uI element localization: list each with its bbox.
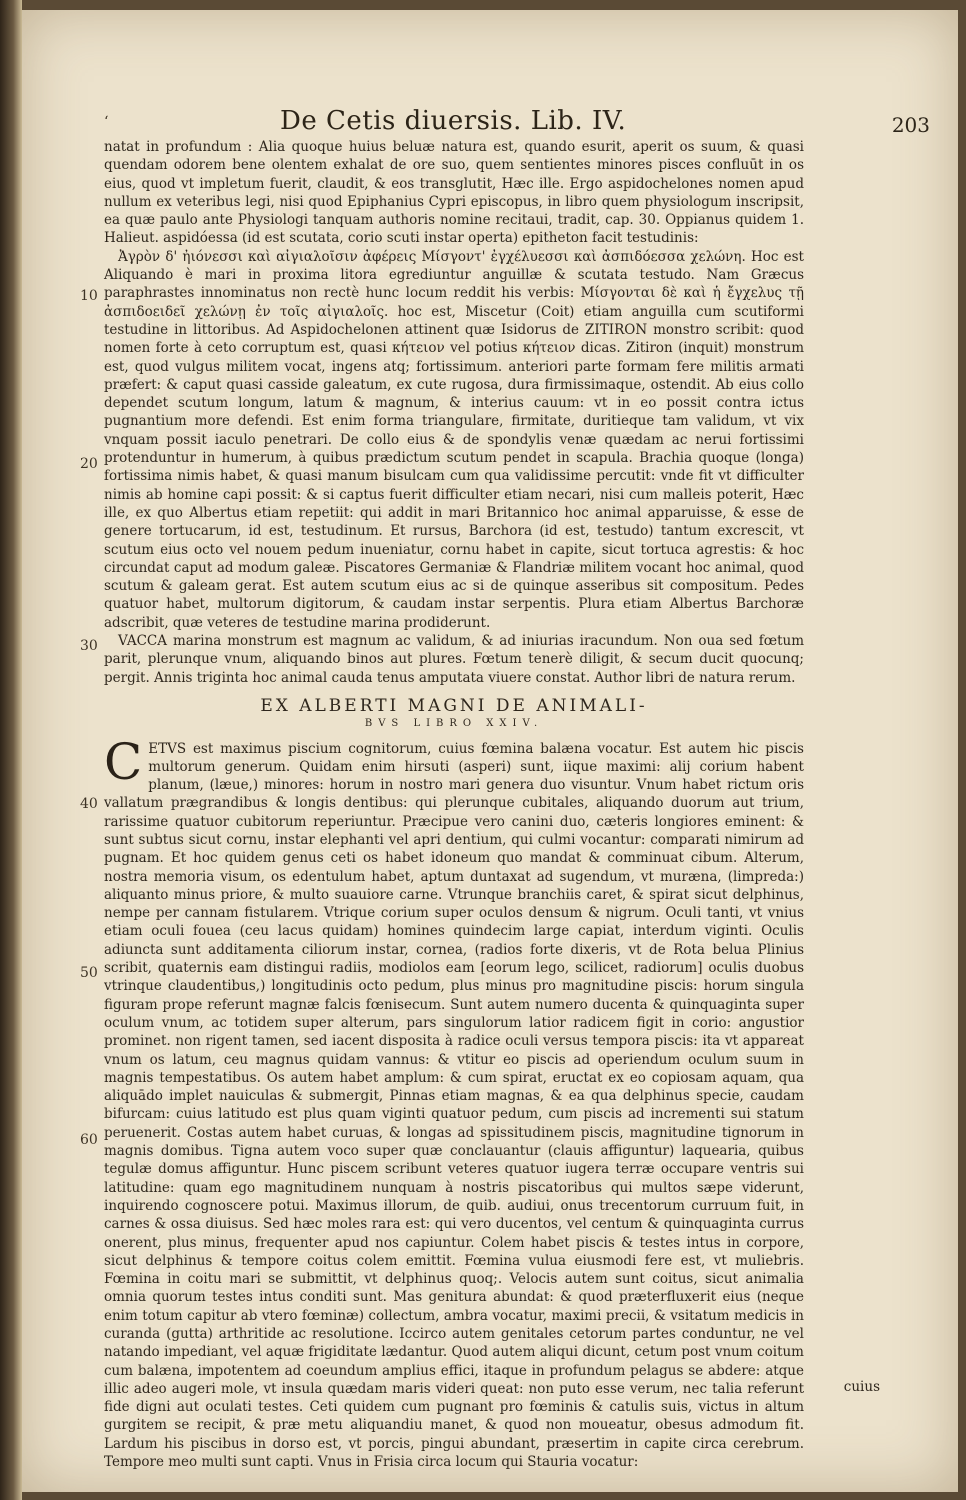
section-title: EX ALBERTI MAGNI DE ANIMALI- — [260, 695, 648, 716]
margin-line-number: 10 — [80, 288, 98, 304]
margin-line-number: 40 — [80, 796, 98, 812]
chapter-text: ETVS est maximus piscium cognitorum, cuius fœmina balæna vocatur. Est autem hic piscis multorum generum. Quidam enim hirsuti (asperi) sunt, iique maximi: alij corium habent planum, (læue,) minores: horum in nostro mari genera duo visuntur. Vnum habet rictum oris vallatum prægrandibus & longis dentibus: qui plerunque cubitales, aliquando duorum aut trium, rarissime quatuor cubitorum reperiuntur. Præcipue vero canini duo, cæteris longiores eminent: & sunt subtus sicut cornu, instar elephanti vel apri dentium, qui culmi vocantur: comparati nimirum ad pugnam. Et hoc quidem genus ceti os habet idoneum quo mandat & comminuat cibum. Alterum, nostra memoria visum, os edentulum habet, aptum duntaxat ad sugendum, vt muræna, (limpreda:) aliquanto minus priore, & multo suauiore carne. Vtrunque branchiis caret, & spirat sicut delphinus, nempe per cannam fistularem. Vtrique corium super oculos densum & nigrum. Oculi tanti, vt vnius etiam oculi fouea (ceu lacus quidam) homines quindecim large capiat, interdum viginti. Oculis adiuncta sunt additamenta ciliorum instar, cornea, (radios forte dixeris, vt de Rota belua Plinius scribit, quaternis eam distingui radiis, modiolos eam [eorum lego, scilicet, radiorum] oculis duobus vtrinque claudentibus,) longitudinis octo pedum, plus minus pro magnitudine piscis: horum singula figuram prope referunt magnæ falcis fœnisecum. Sunt autem numero ducenta & quinquaginta super oculum vnum, ac totidem super alterum, pars singulorum latior radicem figit in corio: angustior prominet. non rigent tamen, sed iacent disposita à radice oculi versus tempora piscis: ita vt appareat vnum os latum, ceu magnus quidam vannus: & vtitur eo piscis ad operiendum oculum suum in magnis tempestatibus. Os autem habet amplum: & cum spirat, eructat ex eo copiosam aquam, qua aliquādo implet nauiculas & submergit, Pinnas etiam magnas, & ea qua delphinus specie, caudam bifurcam: cuius latitudo est plus quam viginti quatuor pedum, cum piscis ad incrementi sui statum peruenerit. Costas autem habet curuas, & longas ad spissitudinem piscis, magnitudine tignorum in magnis domibus. Tigna autem voco super quæ conclauantur (clauis affiguntur) laquearia, quibus tegulæ domus affiguntur. Hunc piscem scribunt veteres quatuor iugera terræ occupare ventris sui latitudine: quam ego magnitudinem nunquam à nostris piscatoribus qui multos sæpe viderunt, inquirendo cognoscere potui. Maximus illorum, de quib. audiui, onus trecentorum curruum fuit, in carnes & ossa diuisus. Sed hæc moles rara est: qui vero ducentos, vel centum & quinquaginta currus onerent, plus minus, frequenter apud nos capiuntur. Colem habet piscis & testes intus in corpore, sicut delphinus & tempore coitus colem emittit. Fœmina vulua eiusmodi fere est, vt muliebris. Fœmina in coitu mari se submittit, vt delphinus quoq;. Velocis autem sunt coitus, sicut animalia omnia quorum testes intus conditi sunt. Mas genitura abundat: & quod præterfluxerit eius (neque enim totum capitur ab vtero fœminæ) collectum, ambra vocatur, maximi precii, & vsitatum medicis in curanda (gutta) arthritide ac resolutione. Iccirco autem genitales cetorum partes conduntur, ne vel natando impediant, vel aquæ frigiditate lædantur. Quod autem aliqui dicunt, cetum post vnum coitum cum balæna, impotentem ad coeundum amplius effici, itaque in profundum pelagus se abdere: atque illic adeo augeri mole, vt insula quædam maris videri queat: non puto esse verum, nec talia referunt fide digni aut oculati testes. Ceti quidem cum pugnant pro fœminis & catulis suis, victus in altum gurgitem se recipit, & præ metu aliquandiu manet, & quod non moueatur, obesus admodum fit. Lardum his piscibus in dorso est, vt porcis, pingui abundant, præsertim in capite circa cerebrum. Tempore meo multi sunt capti. Vnus in Frisia circa locum qui Stauria vocatur: — [104, 740, 804, 1471]
margin-line-number: 50 — [80, 965, 98, 981]
margin-line-number: 30 — [80, 638, 98, 654]
drop-cap: C — [104, 732, 143, 791]
page-number: 203 — [891, 113, 930, 137]
running-title: De Cetis diuersis. Lib. IV. — [280, 106, 627, 136]
running-header — [280, 106, 730, 136]
chapter-paragraph — [104, 732, 804, 1472]
paragraph: Ἀγρὸν δ' ἠιόνεσσι καὶ αἰγιαλοῖσιν ἀφέρεις Μίσγοντ' ἐγχέλυεσσι καὶ ἀσπιδόεσσα χελώνη. Hoc est Aliquando è mari in proxima litora egrediuntur anguillæ & scutata testudo. Nam Græcus paraphrastes innominatus non rectè hunc locum reddit his verbis: Μίσγονται δὲ καὶ ἡ ἔγχελυς τῇ ἀσπιδοειδεῖ χελώνῃ ἐν τοῖς αἰγιαλοῖς. hoc est, Miscetur (Coit) etiam anguilla cum scutiformi testudine in littoribus. Ad Aspidochelonen attinent quæ Isidorus de ZITIRON monstro scribit: quod nomen forte à ceto corruptum est, quasi κήτειον vel potius κήτειον dicas. Zitiron (inquit) monstrum est, quod vulgus militem vocat, ingens atq; fortissimum. anteriori parte formam fere militis armati præfert: & caput quasi casside galeatum, ex cute rugosa, dura firmissimaque, ostendit. Ab eius collo dependet scutum longum, latum & magnum, & interius cauum: vt in eo possit contra ictus pugnantium more defendi. Est enim forma triangulare, firmitate, duritieque tam validum, vt vix vnquam possit iaculo penetrari. De collo eius & de spondylis venæ quædam ac nerui fortissimi protenduntur in humerum, à quibus prædictum scutum pendet in scapula. Brachia quoque (longa) fortissima nimis habet, & quasi manum bisulcam cum qua validissime percutit: vnde fit vt difficulter nimis ab homine capi possit: & si captus fuerit difficulter etiam necari, nisi cum malleis poterit, Hæc ille, ex quo Albertus etiam repetiit: qui addit in mari Britannico hoc animal apparuisse, & esse de genere tortucarum, id est, testudinum. Et rursus, Barchora (id est, testudo) tantum excrescit, vt scutum eius octo vel nouem pedum inueniatur, cornu habet in capite, sicut tortuca agrestis: & hoc circundat caput ad modum galeæ. Piscatores Germaniæ & Flandriæ militem vocant hoc animal, quod scutum & galeam gerat. Est autem scutum eius ac si de quinque asseribus sit compositum. Pedes quatuor habet, multorum digitorum, & caudam instar serpentis. Plura etiam Albertus Barchoræ adscribit, quæ veteres de testudine marina prodiderunt. — [104, 248, 804, 631]
section-subtitle: BVS LIBRO XXIV. — [364, 718, 544, 730]
margin-line-number: 20 — [80, 456, 98, 472]
margin-line-number: 60 — [80, 1132, 98, 1148]
catchword: cuius — [843, 1379, 880, 1395]
paragraph: natat in profundum : Alia quoque huius beluæ natura est, quando esurit, aperit os suum, & quasi quendam odorem bene olentem exhalat de ore suo, quem sentientes minores pisces confluūt in os eius, quod vt impletum fuerit, claudit, & eos transglutit, Hæc ille. Ergo aspidochelones nomen apud nullum ex veteribus legi, nisi quod Epiphanius Cypri episcopus, in libro quem physiologum inscripsit, ea quæ paulo ante Physiologi tanquam authoris nomine recitaui, tradit, cap. 30. Oppianus quidem 1. Halieut. aspidóessa (id est scutata, corio scuti instar operta) epitheton facit testudinis: — [104, 139, 804, 247]
header-mark: ‘ — [104, 114, 109, 130]
body-text — [104, 138, 804, 1471]
book-gutter — [0, 0, 22, 1500]
paragraph: VACCA marina monstrum est magnum ac validum, & ad iniurias iracundum. Non oua sed fœtum parit, plerunque vnum, aliquando binos aut plures. Fœtum tenerè diligit, & secum ducit quocunq; pergit. Annis triginta hoc animal cauda tenus amputata viuere constat. Author libri de natura rerum. — [104, 633, 804, 686]
